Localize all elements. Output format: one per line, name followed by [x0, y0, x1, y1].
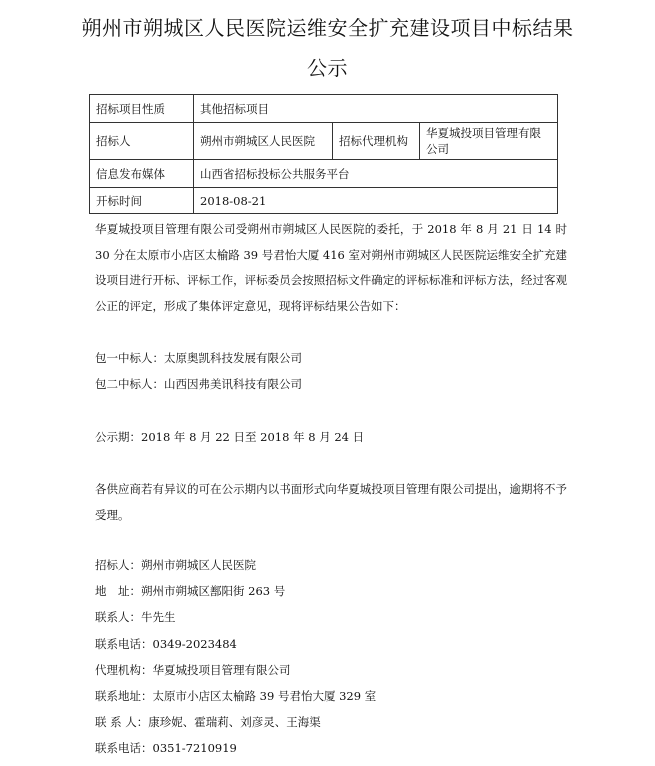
contact-line: 招标人：朔州市朔城区人民医院 [95, 558, 256, 572]
table-value-cell: 山西省招标投标公共服务平台 [194, 160, 558, 188]
winner-line: 包一中标人：太原奥凯科技发展有限公司 [95, 351, 302, 365]
table-row [90, 123, 558, 160]
table-label-cell: 招标项目性质 [90, 95, 194, 123]
table-value-cell: 朔州市朔城区人民医院 [194, 123, 333, 160]
table-label-cell: 信息发布媒体 [90, 160, 194, 188]
publicity-period: 公示期：2018 年 8 月 22 日至 2018 年 8 月 24 日 [95, 430, 365, 444]
contact-line: 联 系 人：康珍妮、霍瑞莉、刘彦灵、王海渠 [95, 715, 321, 729]
contact-line: 地 址：朔州市朔城区鄯阳街 263 号 [95, 584, 286, 598]
objection-notice: 各供应商若有异议的可在公示期内以书面形式向华夏城投项目管理有限公司提出，逾期将不予受理。 [95, 482, 567, 522]
table-value-cell: 2018-08-21 [194, 188, 558, 214]
table-row [90, 188, 558, 214]
table-label-cell: 招标代理机构 [333, 123, 420, 160]
intro-paragraph: 华夏城投项目管理有限公司受朔州市朔城区人民医院的委托，于 2018 年 8 月 21 日 14 时 30 分在太原市小店区太榆路 39 号君怡大厦 416 室对朔州市朔城区人民医院运维安全扩充建设项目进行开标、评标工作，评标委员会按照招标文件确定的评标标准和评标方法，经过客观公正的评定，形成了集体评定意见，现将评标结果公告如下： [95, 222, 567, 313]
page-title: 朔州市朔城区人民医院运维安全扩充建设项目中标结果公示 [81, 16, 574, 80]
contact-line: 联系人：牛先生 [95, 610, 176, 624]
table-row [90, 95, 558, 123]
table-label-cell: 开标时间 [90, 188, 194, 214]
winner-line: 包二中标人：山西因弗美讯科技有限公司 [95, 377, 302, 391]
contact-line: 代理机构：华夏城投项目管理有限公司 [95, 663, 291, 677]
contact-line: 联系电话：0351-7210919 [95, 741, 237, 755]
table-value-cell: 华夏城投项目管理有限公司 [420, 123, 558, 160]
contact-line: 联系地址：太原市小店区太榆路 39 号君怡大厦 329 室 [95, 689, 377, 703]
contact-line: 联系电话：0349-2023484 [95, 637, 237, 651]
table-label-cell: 招标人 [90, 123, 194, 160]
table-value-cell: 其他招标项目 [194, 95, 558, 123]
info-table [89, 94, 558, 214]
table-row [90, 160, 558, 188]
